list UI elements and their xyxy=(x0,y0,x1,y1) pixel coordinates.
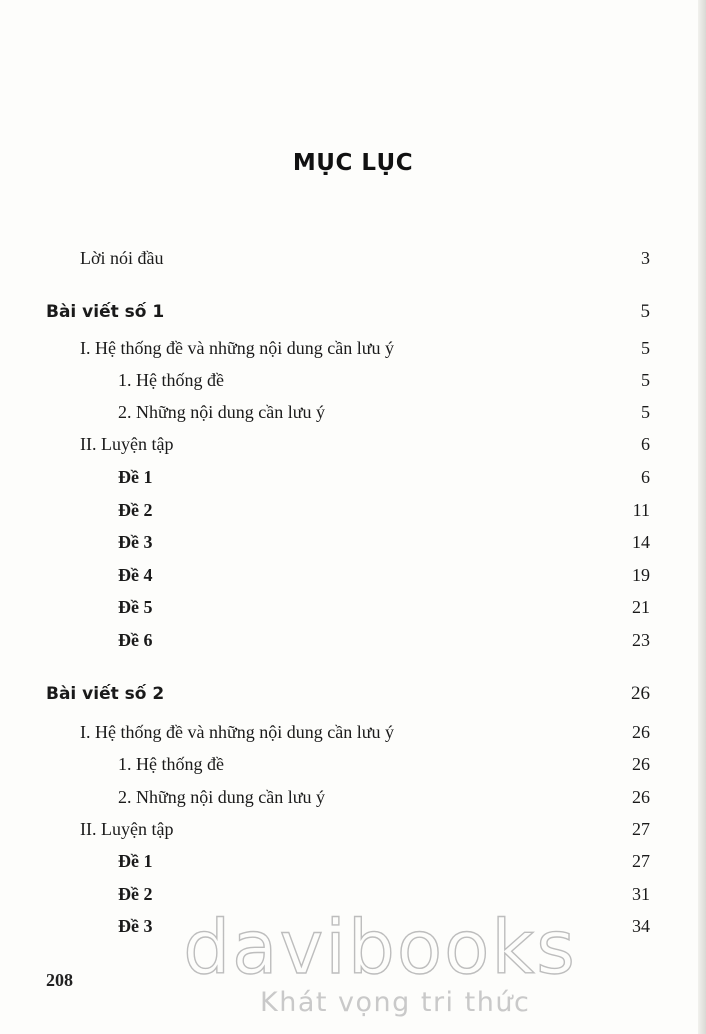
toc-entry-page: 26 xyxy=(632,722,650,742)
toc-entry-label: Đề 2 xyxy=(118,884,153,904)
toc-entry-page: 21 xyxy=(632,597,650,617)
toc-entry-page: 6 xyxy=(641,434,650,454)
toc-entry[interactable] xyxy=(0,464,706,490)
watermark-brand: davibooks xyxy=(183,905,577,991)
toc-entry-page: 26 xyxy=(632,754,650,774)
toc-entry-label: I. Hệ thống đề và những nội dung cần lưu ý xyxy=(80,722,394,742)
toc-entry[interactable] xyxy=(0,784,706,810)
toc-entry[interactable] xyxy=(0,751,706,777)
toc-entry-label: 1. Hệ thống đề xyxy=(118,370,224,390)
toc-entry-page: 5 xyxy=(640,301,650,322)
toc-entry-label: Đề 5 xyxy=(118,597,153,617)
toc-entry-page: 26 xyxy=(631,683,650,704)
toc-entry[interactable] xyxy=(0,913,706,939)
toc-entry[interactable] xyxy=(0,335,706,361)
toc-entry-page: 19 xyxy=(632,565,650,585)
toc-entry-page: 27 xyxy=(632,851,650,871)
toc-entry-page: 3 xyxy=(641,248,650,268)
toc-entry-page: 5 xyxy=(641,370,650,390)
toc-entry[interactable] xyxy=(0,719,706,745)
toc-entry[interactable] xyxy=(0,881,706,907)
toc-section-1[interactable] xyxy=(0,299,706,325)
page-title: MỤC LỤC xyxy=(292,150,414,176)
toc-entry-label: 1. Hệ thống đề xyxy=(118,754,224,774)
toc-entry-label: Đề 3 xyxy=(118,916,153,936)
toc-entry-label: Đề 3 xyxy=(118,532,153,552)
toc-entry-label: Đề 6 xyxy=(118,630,153,650)
toc-entry-page: 14 xyxy=(632,532,650,552)
toc-entry-label: Đề 2 xyxy=(118,500,153,520)
toc-entry-label: Đề 1 xyxy=(118,851,153,871)
watermark-slogan: Khát vọng tri thức xyxy=(260,987,531,1018)
toc-entry-page: 34 xyxy=(632,916,650,936)
toc-entry-preface[interactable] xyxy=(0,245,706,271)
toc-entry-page: 23 xyxy=(632,630,650,650)
toc-entry-label: 2. Những nội dung cần lưu ý xyxy=(118,402,325,422)
toc-entry-page: 11 xyxy=(632,500,650,520)
toc-entry-page: 5 xyxy=(641,338,650,358)
toc-entry[interactable] xyxy=(0,367,706,393)
toc-entry-label: II. Luyện tập xyxy=(80,819,174,839)
toc-entry[interactable] xyxy=(0,399,706,425)
toc-entry-label: 2. Những nội dung cần lưu ý xyxy=(118,787,325,807)
toc-entry[interactable] xyxy=(0,848,706,874)
toc-entry-label: Lời nói đầu xyxy=(80,248,164,268)
toc-entry-label: Đề 4 xyxy=(118,565,153,585)
toc-entry[interactable] xyxy=(0,431,706,457)
toc-entry[interactable] xyxy=(0,816,706,842)
toc-entry-page: 27 xyxy=(632,819,650,839)
toc-entry-label: II. Luyện tập xyxy=(80,434,174,454)
toc-entry-page: 26 xyxy=(632,787,650,807)
page-number: 208 xyxy=(46,970,73,990)
toc-entry[interactable] xyxy=(0,594,706,620)
toc-entry-page: 31 xyxy=(632,884,650,904)
toc-entry-page: 5 xyxy=(641,402,650,422)
toc-entry[interactable] xyxy=(0,529,706,555)
toc-section-label: Bài viết số 2 xyxy=(46,684,165,704)
toc-entry[interactable] xyxy=(0,562,706,588)
toc-entry-page: 6 xyxy=(641,467,650,487)
toc-entry-label: I. Hệ thống đề và những nội dung cần lưu ý xyxy=(80,338,394,358)
toc-entry[interactable] xyxy=(0,497,706,523)
toc-entry[interactable] xyxy=(0,627,706,653)
toc-section-label: Bài viết số 1 xyxy=(46,302,165,322)
toc-entry-label: Đề 1 xyxy=(118,467,153,487)
toc-section-2[interactable] xyxy=(0,681,706,707)
